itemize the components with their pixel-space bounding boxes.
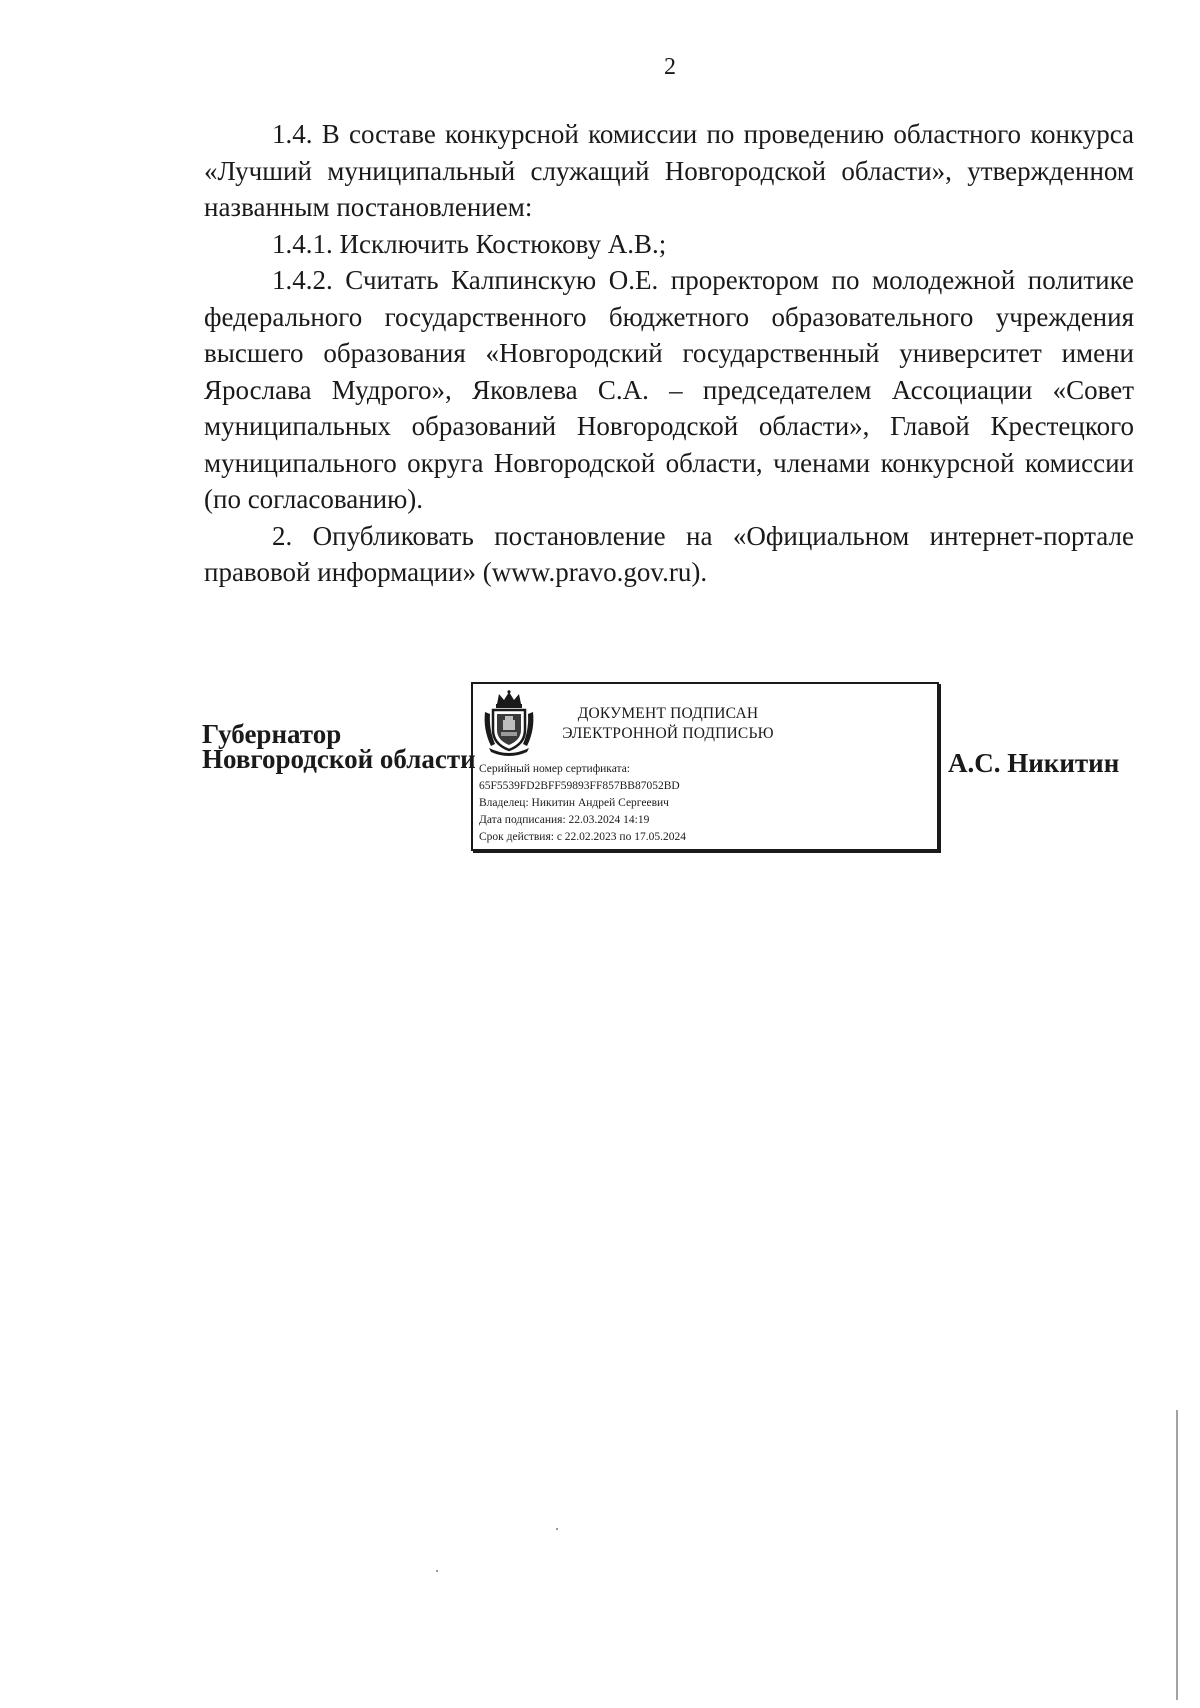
paragraph-1-4-2: 1.4.2. Считать Калпинскую О.Е. проректором по молодежной политике федерального государственного бюджетного образовательного учреждения высшего образования «Новгородский государственный университет имени Ярослава Мудрого», Яковлева С.А. – председателем Ассоциации «Совет муниципальных образований Новгородской области», Главой Крестецкого муниципального округа Новгородской области, членами конкурсной комиссии (по согласованию). <box>204 265 1134 514</box>
stamp-header-line-2: ЭЛЕКТРОННОЙ ПОДПИСЬЮ <box>562 725 774 742</box>
page-number: 2 <box>664 54 676 80</box>
electronic-signature-stamp <box>471 682 939 851</box>
signer-position <box>202 719 476 774</box>
stamp-details <box>479 761 686 846</box>
scan-artifact-right-edge <box>1176 1410 1178 1700</box>
scan-artifact-dot-1 <box>556 1528 558 1530</box>
paragraph-2: 2. Опубликовать постановление на «Официальном интернет-портале правовой информации» (www.pravo.gov.ru). <box>204 520 1134 587</box>
signer-name: А.С. Никитин <box>948 748 1120 778</box>
certificate-validity: Срок действия: с 22.02.2023 по 17.05.2024 <box>479 831 686 843</box>
stamp-header-line-1: ДОКУМЕНТ ПОДПИСАН <box>577 705 759 722</box>
paragraph-1-4: 1.4. В составе конкурсной комиссии по проведению областного конкурса «Лучший муниципальный служащий Новгородской области», утвержденном названным постановлением: <box>204 119 1134 222</box>
signer-position-line-1: Губернатор <box>202 719 342 749</box>
certificate-owner: Владелец: Никитин Андрей Сергеевич <box>479 797 669 809</box>
paragraph-1-4-1: 1.4.1. Исключить Костюкову А.В.; <box>272 228 667 259</box>
scan-artifact-dot-2 <box>436 1570 438 1572</box>
certificate-serial-label: Серийный номер сертификата: <box>479 763 630 775</box>
stamp-header <box>553 704 783 744</box>
signing-date: Дата подписания: 22.03.2024 14:19 <box>479 814 650 826</box>
signer-position-line-2: Новгородской области <box>202 744 476 774</box>
certificate-serial-number: 65F5539FD2BFF59893FF857BB87052BD <box>479 780 680 792</box>
coat-of-arms-icon <box>481 690 537 756</box>
